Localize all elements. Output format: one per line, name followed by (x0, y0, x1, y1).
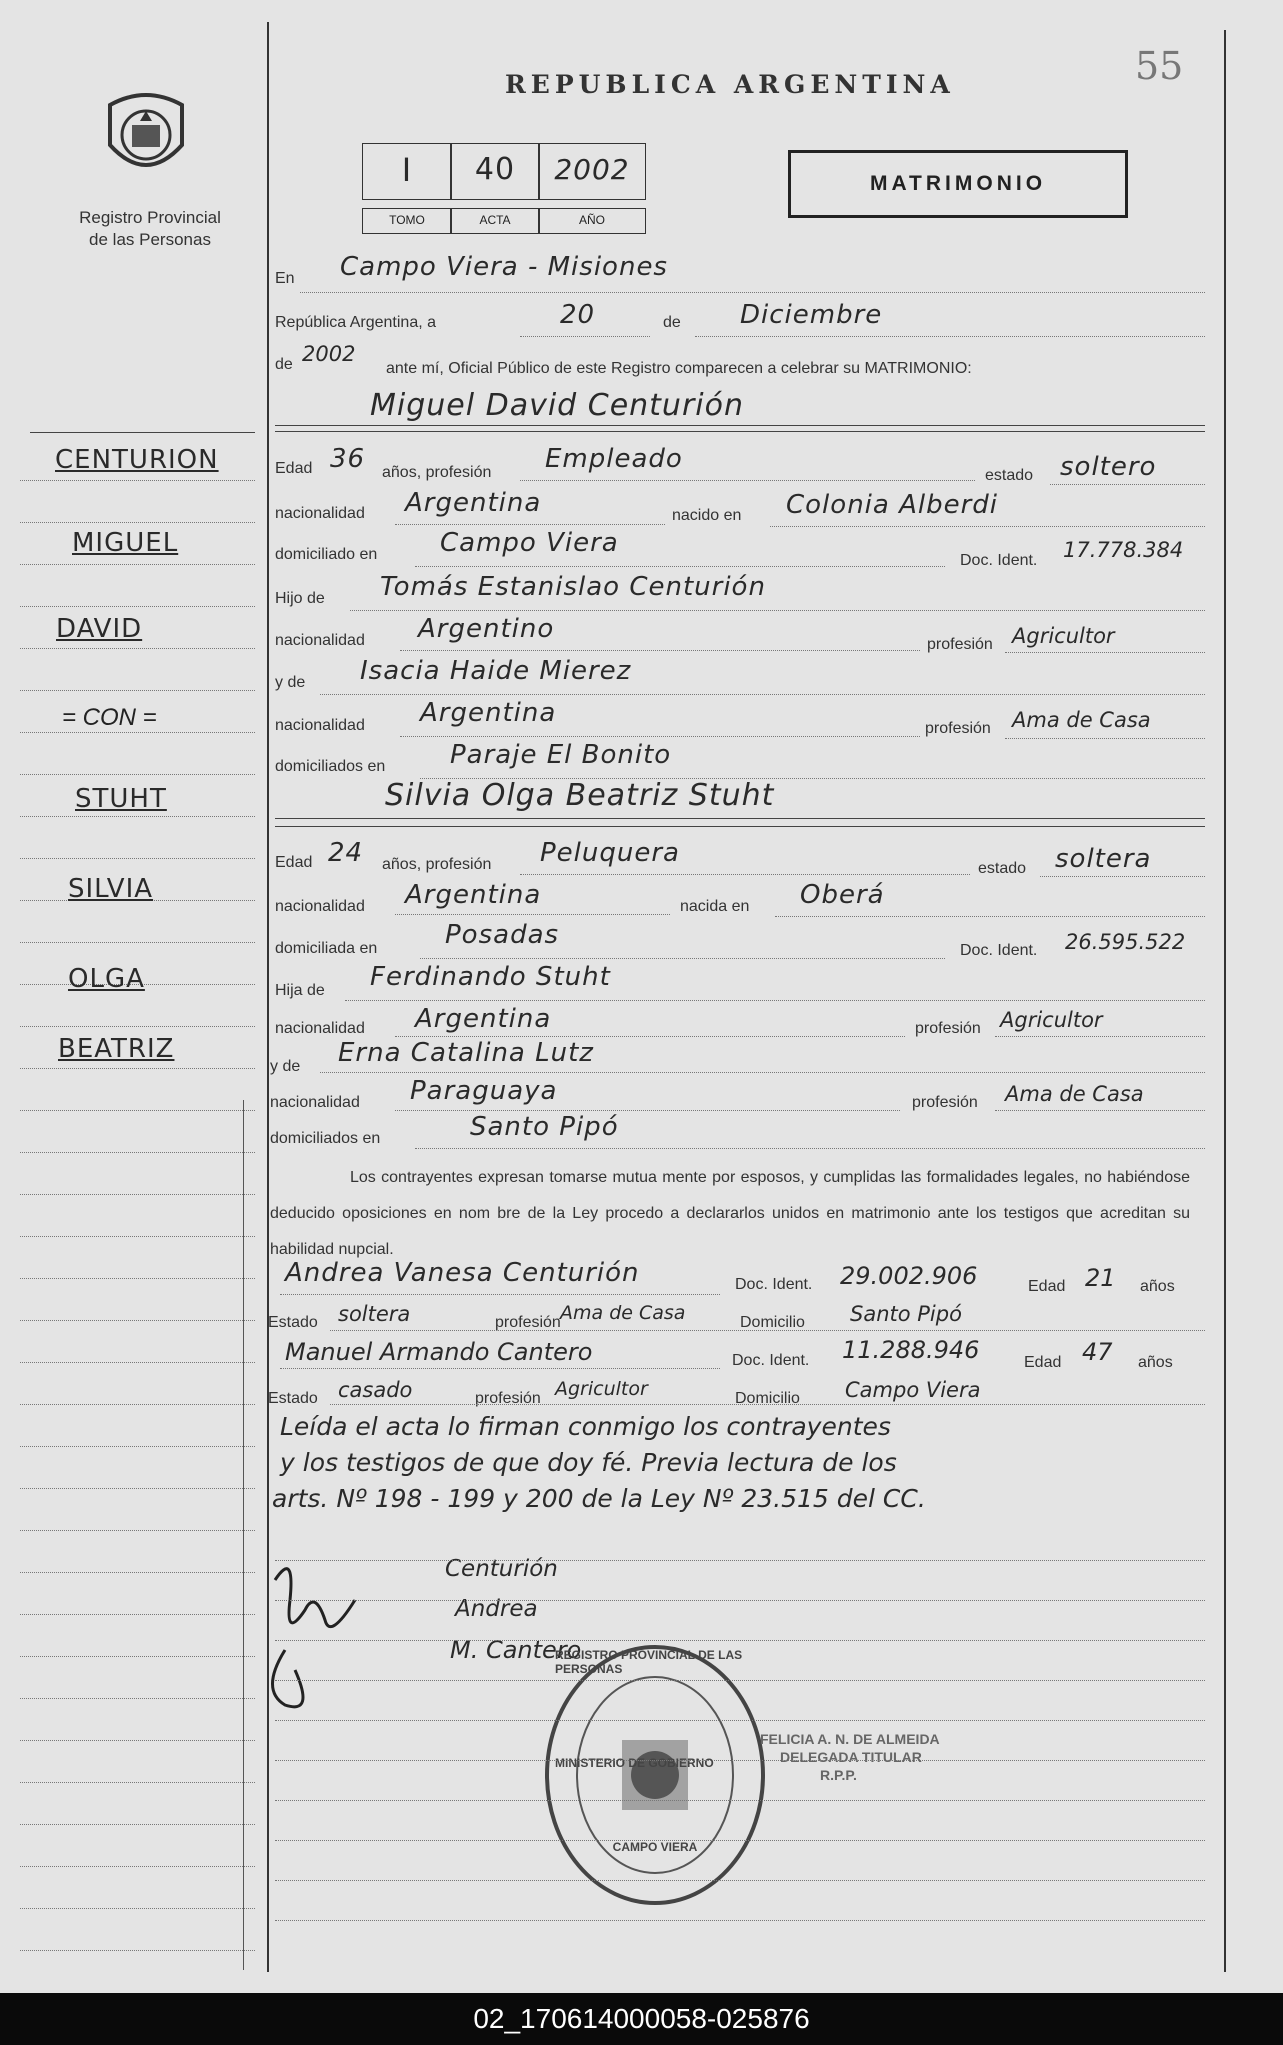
witness1-profession: Ama de Casa (560, 1302, 686, 1324)
margin-ruled-line (20, 1362, 255, 1363)
label-en: En (275, 270, 295, 287)
groom-parents-domicile: Paraje El Bonito (450, 740, 672, 770)
margin-name-3: DAVID (56, 614, 143, 644)
label-anos-w1: años (1140, 1278, 1175, 1295)
label-nac-bmother: nacionalidad (270, 1094, 360, 1111)
margin-ruled-line (20, 1152, 255, 1153)
label-y-de-groom: y de (275, 674, 306, 691)
margin-ruled-line (20, 1824, 255, 1825)
groom-domicile: Campo Viera (440, 528, 619, 558)
margin-ruled-line (20, 1026, 255, 1027)
margin-ruled-line (20, 816, 255, 817)
groom-birthplace: Colonia Alberdi (786, 490, 999, 520)
margin-ruled-line (20, 1488, 255, 1489)
label-edad-bride: Edad (275, 854, 313, 871)
bride-status: soltera (1055, 844, 1152, 874)
label-nacida-en: nacida en (680, 898, 750, 915)
round-stamp-text: REGISTRO PROVINCIAL DE LAS PERSONAS MINISTERIO DE GOBIERNO CAMPO VIERA (555, 1648, 743, 1854)
label-ante: ante mí, Oficial Público de este Registro comparecen a celebrar su MATRIMONIO: (386, 360, 972, 377)
body-ruled-line (275, 1800, 1205, 1801)
body-ruled-line (275, 1600, 1205, 1601)
margin-ruled-line (20, 1110, 255, 1111)
right-margin-rule (1224, 30, 1226, 1972)
closing-line-1: Leída el acta lo firman conmigo los contrayentes (280, 1412, 891, 1441)
margin-ruled-line (20, 1908, 255, 1909)
margin-ruled-line (20, 1068, 255, 1069)
groom-status: soltero (1060, 452, 1157, 482)
label-anos-w2: años (1138, 1354, 1173, 1371)
bride-birthplace: Oberá (800, 880, 885, 910)
margin-name-2: MIGUEL (72, 528, 179, 558)
witness2-name: Manuel Armando Cantero (285, 1338, 593, 1366)
margin-ruled-line (20, 1950, 255, 1951)
acta-label: ACTA (450, 208, 540, 234)
margin-ruled-line (20, 1866, 255, 1867)
bride-mother: Erna Catalina Lutz (338, 1038, 594, 1068)
groom-profession: Empleado (545, 444, 683, 474)
groom-mother: Isacia Haide Mierez (360, 656, 632, 686)
country-title: REPUBLICA ARGENTINA (505, 70, 955, 99)
margin-ruled-line (20, 1614, 255, 1615)
signature-centurion: Centurión (445, 1556, 558, 1582)
label-anos-prof-groom: años, profesión (382, 464, 492, 481)
label-prof-gfather: profesión (927, 636, 993, 653)
groom-doc: 17.778.384 (1063, 538, 1184, 562)
label-prof-bfather: profesión (915, 1020, 981, 1037)
witness2-doc: 11.288.946 (842, 1336, 980, 1364)
anio-cell: 2002 (538, 143, 646, 200)
closing-line-3: arts. Nº 198 - 199 y 200 de la Ley Nº 23.515 del CC. (272, 1484, 926, 1513)
label-y-de-bride: y de (270, 1058, 301, 1075)
witness1-status: soltera (338, 1302, 411, 1326)
bride-father-nat: Argentina (415, 1004, 552, 1034)
label-prof-gmother: profesión (925, 720, 991, 737)
inner-margin-rule (243, 1100, 244, 1970)
margin-ruled-line (20, 1446, 255, 1447)
body-ruled-line (275, 1640, 1205, 1641)
witness1-domicile: Santo Pipó (850, 1302, 962, 1326)
label-nacido-en: nacido en (672, 507, 742, 524)
groom-father: Tomás Estanislao Centurión (380, 572, 766, 602)
margin-name-7: OLGA (68, 964, 145, 994)
bride-doc: 26.595.522 (1065, 930, 1186, 954)
margin-ruled-line (20, 1698, 255, 1699)
body-ruled-line (275, 1680, 1205, 1681)
margin-ruled-line (20, 522, 255, 523)
margin-ruled-line (20, 1782, 255, 1783)
label-de: de (663, 314, 681, 331)
place-value: Campo Viera - Misiones (340, 252, 668, 282)
label-edad-groom: Edad (275, 460, 313, 477)
label-doc-w1: Doc. Ident. (735, 1276, 813, 1293)
page-number: 55 (1135, 44, 1184, 88)
groom-father-nat: Argentino (418, 614, 555, 644)
bride-domicile: Posadas (445, 920, 560, 950)
margin-ruled-line (20, 1320, 255, 1321)
acta-cell: 40 (450, 143, 540, 200)
margin-name-6: SILVIA (68, 874, 154, 904)
label-hijo-de: Hijo de (275, 590, 325, 607)
witness2-age: 47 (1082, 1338, 1113, 1366)
groom-father-prof: Agricultor (1012, 624, 1115, 648)
label-hija-de: Hija de (275, 982, 325, 999)
label-de2: de (275, 356, 293, 373)
label-doms-bride: domiciliados en (270, 1130, 381, 1147)
margin-name-8: BEATRIZ (58, 1034, 175, 1064)
signature-cantero: M. Cantero (450, 1636, 582, 1664)
closing-line-2: y los testigos de que doy fé. Previa lectura de los (280, 1448, 897, 1477)
signature-scribble-icon (255, 1540, 375, 1725)
body-ruled-line (275, 1760, 1205, 1761)
margin-ruled-line (20, 1656, 255, 1657)
label-estado-w2: Estado (268, 1390, 318, 1407)
margin-name-1: CENTURION (55, 445, 219, 475)
label-republica: República Argentina, a (275, 314, 436, 331)
bride-age: 24 (328, 838, 364, 868)
document-id-footer: 02_170614000058-025876 (0, 1993, 1283, 2045)
label-prof-bmother: profesión (912, 1094, 978, 1111)
label-prof-w1: profesión (495, 1314, 561, 1331)
bride-parents-domicile: Santo Pipó (470, 1112, 619, 1142)
groom-mother-prof: Ama de Casa (1012, 708, 1151, 732)
official-stamp: FELICIA A. N. DE ALMEIDA DELEGADA TITULAR R.P.P. (760, 1731, 940, 1783)
label-nac-groom: nacionalidad (275, 505, 365, 522)
label-doma-bride: domiciliada en (275, 940, 378, 957)
witness1-doc: 29.002.906 (840, 1262, 978, 1290)
margin-ruled-line (20, 1236, 255, 1237)
margin-ruled-line (20, 1572, 255, 1573)
witness2-profession: Agricultor (555, 1378, 648, 1400)
bride-mother-prof: Ama de Casa (1005, 1082, 1144, 1106)
margin-ruled-line (20, 564, 255, 565)
margin-ruled-line (20, 774, 255, 775)
witness1-name: Andrea Vanesa Centurión (285, 1258, 640, 1288)
month-value: Diciembre (740, 300, 883, 330)
margin-ruled-line (20, 1404, 255, 1405)
registry-seal-icon (100, 85, 192, 190)
margin-name-5: STUHT (75, 784, 167, 814)
signature-andrea: Andrea (455, 1596, 538, 1622)
bride-father: Ferdinando Stuht (370, 962, 611, 992)
label-doms-groom: domiciliados en (275, 758, 386, 775)
tomo-label: TOMO (362, 208, 452, 234)
margin-name-4: = CON = (62, 704, 157, 731)
label-dom-w2: Domicilio (735, 1390, 800, 1407)
label-dom-groom: domiciliado en (275, 546, 378, 563)
margin-ruled-line (20, 732, 255, 733)
margin-ruled-line (20, 1740, 255, 1741)
margin-ruled-line (20, 1194, 255, 1195)
witness1-age: 21 (1085, 1264, 1116, 1292)
margin-ruled-line (20, 1530, 255, 1531)
day-value: 20 (560, 300, 596, 330)
label-prof-w2: profesión (475, 1390, 541, 1407)
label-nac-gfather: nacionalidad (275, 632, 365, 649)
tomo-cell: I (362, 143, 452, 200)
body-ruled-line (275, 1920, 1205, 1921)
bride-name: Silvia Olga Beatriz Stuht (385, 778, 775, 813)
matrimonio-box: MATRIMONIO (788, 150, 1128, 218)
label-estado-groom: estado (985, 467, 1034, 484)
groom-age: 36 (330, 444, 366, 474)
label-nac-bfather: nacionalidad (275, 1020, 365, 1037)
anio-label: AÑO (538, 208, 646, 234)
label-doc-w2: Doc. Ident. (732, 1352, 810, 1369)
margin-ruled-line (20, 648, 255, 649)
groom-name: Miguel David Centurión (370, 388, 744, 423)
bride-profession: Peluquera (540, 838, 680, 868)
year-value: 2002 (302, 342, 356, 366)
label-edad-w1: Edad (1028, 1278, 1066, 1295)
witness2-domicile: Campo Viera (845, 1378, 981, 1402)
body-ruled-line (275, 1840, 1205, 1841)
margin-ruled-line (20, 942, 255, 943)
body-ruled-line (275, 1560, 1205, 1561)
label-nac-gmother: nacionalidad (275, 717, 365, 734)
label-anos-prof-bride: años, profesión (382, 856, 492, 873)
registry-name: Registro Provincial de las Personas (79, 208, 221, 249)
bride-mother-nat: Paraguaya (410, 1076, 558, 1106)
label-dom-w1: Domicilio (740, 1314, 805, 1331)
body-ruled-line (275, 1720, 1205, 1721)
witness2-status: casado (338, 1378, 413, 1402)
margin-ruled-line (20, 480, 255, 481)
legal-text: Los contrayentes expresan tomarse mutua mente por esposos, y cumplidas las formalidades legales, no habiéndose deducido oposiciones en nom bre de la Ley procedo a declararlos unidos en matrimonio ante los testigos que acreditan su habilidad nupcial. (270, 1169, 1190, 1258)
groom-mother-nat: Argentina (420, 698, 557, 728)
label-doc-groom: Doc. Ident. (960, 552, 1038, 569)
groom-nationality: Argentina (405, 488, 542, 518)
label-edad-w2: Edad (1024, 1354, 1062, 1371)
margin-ruled-line (20, 1278, 255, 1279)
label-estado-bride: estado (978, 860, 1027, 877)
margin-ruled-line (20, 606, 255, 607)
label-nac-bride: nacionalidad (275, 898, 365, 915)
margin-ruled-line (20, 858, 255, 859)
label-doc-bride: Doc. Ident. (960, 942, 1038, 959)
margin-ruled-line (20, 690, 255, 691)
label-estado-w1: Estado (268, 1314, 318, 1331)
bride-nationality: Argentina (405, 880, 542, 910)
bride-father-prof: Agricultor (1000, 1008, 1103, 1032)
body-ruled-line (275, 1880, 1205, 1881)
